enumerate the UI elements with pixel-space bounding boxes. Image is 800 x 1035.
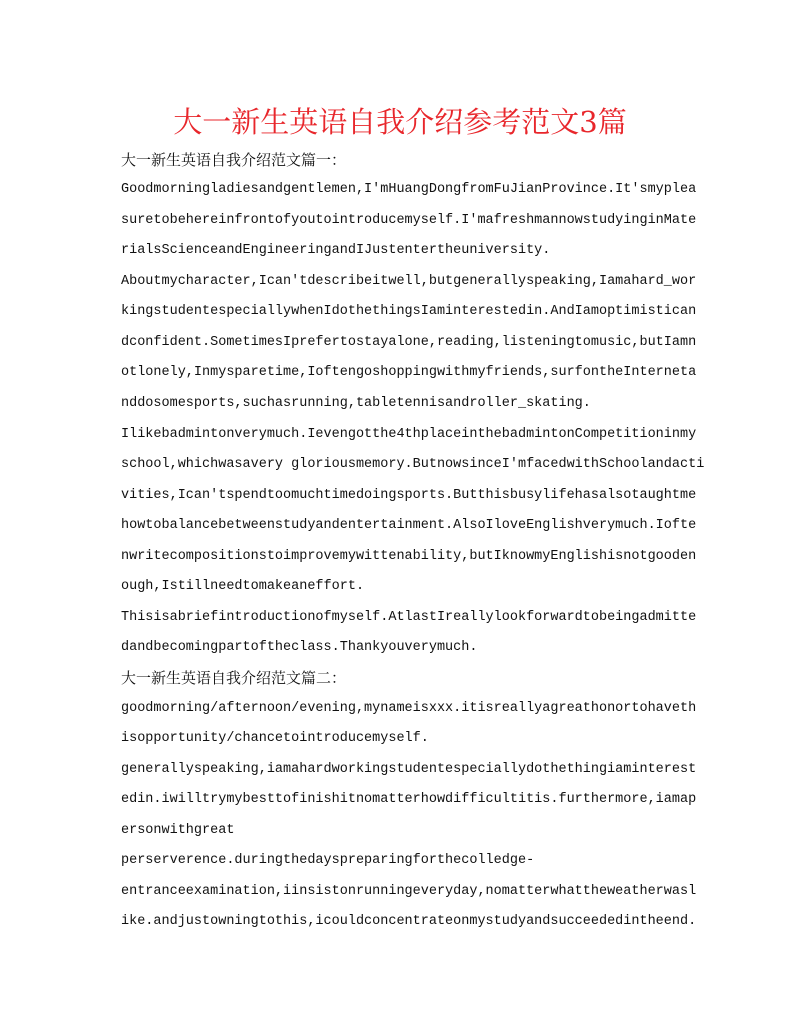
text-line: generallyspeaking,iamahardworkingstudentespeciallydothethingiaminterest bbox=[121, 762, 697, 777]
text-line: isopportunity/chancetointroducemyself. bbox=[121, 731, 429, 746]
text-line: goodmorning/afternoon/evening,mynameisxxx.itisreallyagreathonortohaveth bbox=[121, 701, 697, 716]
section-heading: 大一新生英语自我介绍范文篇一： bbox=[121, 151, 347, 169]
text-line: rialsScienceandEngineeringandIJustentertheuniversity. bbox=[121, 243, 551, 258]
text-line: entranceexamination,iinsistonrunningeveryday,nomatterwhattheweatherwasl bbox=[121, 884, 697, 899]
text-line: Thisisabriefintroductionofmyself.AtlastIreallylookforwardtobeingadmitte bbox=[121, 610, 697, 625]
text-line: dconfident.SometimesIprefertostayalone,reading,listeningtomusic,butIamn bbox=[121, 335, 697, 350]
section-heading: 大一新生英语自我介绍范文篇二： bbox=[121, 669, 347, 687]
text-line: vities,Ican'tspendtoomuchtimedoingsports.Butthisbusylifehasalsotaughtme bbox=[121, 488, 697, 503]
text-line: suretobehereinfrontofyoutointroducemyself.I'mafreshmannowstudyinginMate bbox=[121, 213, 697, 228]
text-line: edin.iwilltrymybesttofinishitnomatterhowdifficultitis.furthermore,iamap bbox=[121, 792, 697, 807]
text-line: Ilikebadmintonverymuch.Ievengotthe4thplaceinthebadmintonCompetitioninmy bbox=[121, 427, 697, 442]
text-line: ersonwithgreat bbox=[121, 823, 235, 838]
text-line: Aboutmycharacter,Ican'tdescribeitwell,butgenerallyspeaking,Iamahard_wor bbox=[121, 274, 697, 289]
text-line: ough,Istillneedtomakeaneffort. bbox=[121, 579, 365, 594]
text-line: nwritecompositionstoimprovemywittenability,butIknowmyEnglishisnotgooden bbox=[121, 549, 697, 564]
text-line: dandbecomingpartoftheclass.Thankyouverymuch. bbox=[121, 640, 478, 655]
text-line: Goodmorningladiesandgentlemen,I'mHuangDongfromFuJianProvince.It'smyplea bbox=[121, 182, 697, 197]
text-line: perserverence.duringthedayspreparingforthecolledge- bbox=[121, 853, 535, 868]
text-line: howtobalancebetweenstudyandentertainment.AlsoIloveEnglishverymuch.Iofte bbox=[121, 518, 697, 533]
text-line: kingstudentespeciallywhenIdothethingsIaminterestedin.AndIamoptimistican bbox=[121, 304, 697, 319]
text-line: otlonely,Inmysparetime,Ioftengoshoppingwithmyfriends,surfontheInterneta bbox=[121, 365, 697, 380]
text-line: nddosomesports,suchasrunning,tabletennisandroller_skating. bbox=[121, 396, 591, 411]
text-line: school,whichwasavery gloriousmemory.ButnowsinceI'mfacedwithSchoolandacti bbox=[121, 457, 705, 472]
document-title: 大一新生英语自我介绍参考范文3篇 bbox=[173, 105, 627, 139]
text-line: ike.andjustowningtothis,icouldconcentrateonmystudyandsucceededintheend. bbox=[121, 914, 697, 929]
